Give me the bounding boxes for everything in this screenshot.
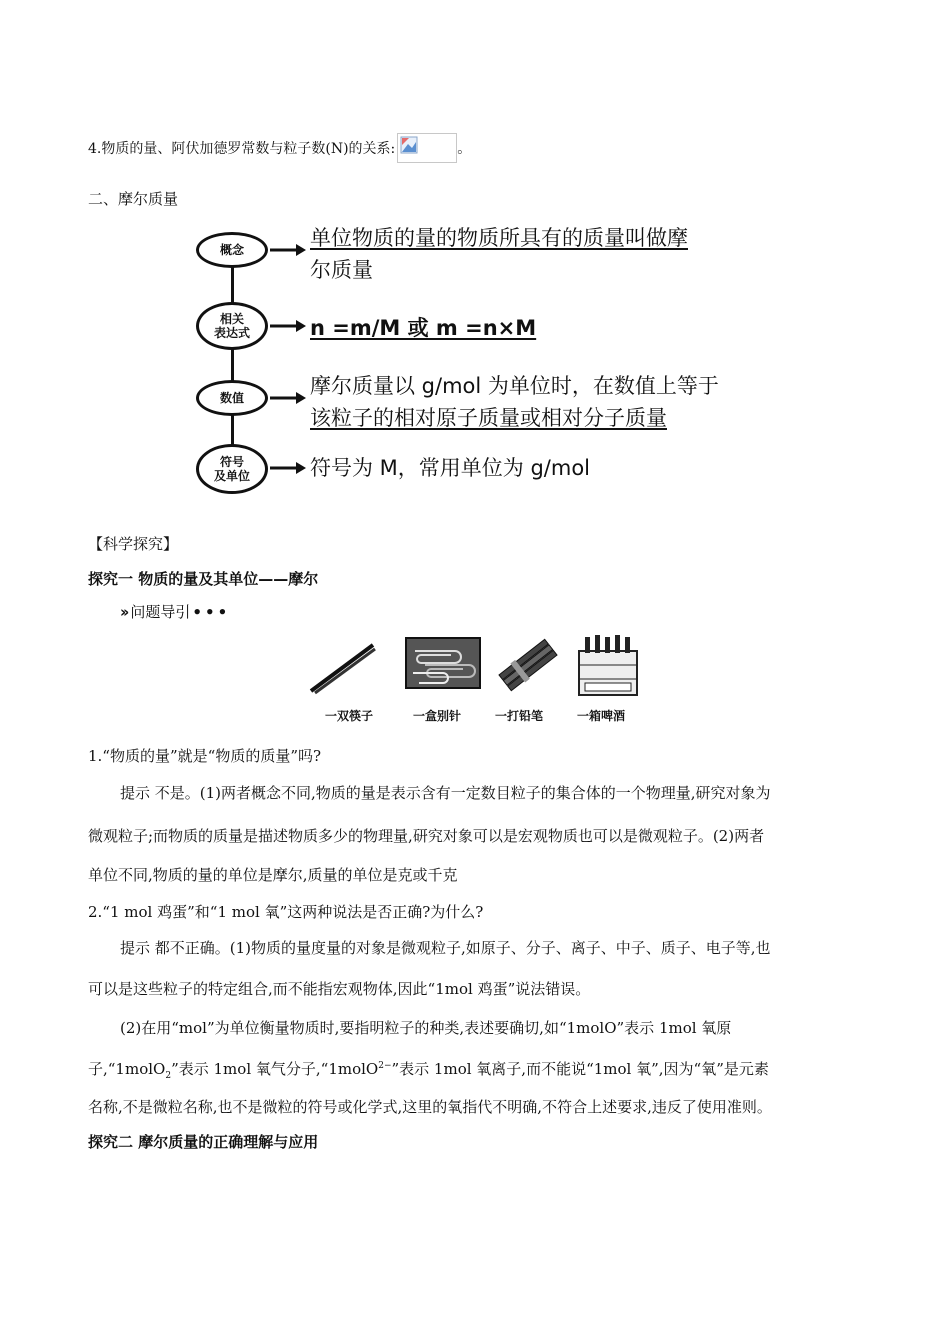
relation-text: 4.物质的量、阿伏加德罗常数与粒子数(N)的关系: bbox=[88, 141, 396, 157]
answer-two-b-line: (2)在用“mol”为单位衡量物质时,要指明粒子的种类,表述要确切,如“1molO”表示 1mol 氧原 bbox=[120, 1019, 732, 1037]
picture-caption: 一盒别针 bbox=[413, 709, 462, 723]
answer-two-line: 可以是这些粒子的特定组合,而不能指宏观物体,因此“1mol 鸡蛋”说法错误。 bbox=[88, 980, 591, 998]
answer-two-line: 提示 都不正确。(1)物质的量度量的对象是微观粒子,如原子、分子、离子、中子、质子、电子等,也 bbox=[120, 939, 771, 957]
example-pictures bbox=[305, 637, 645, 727]
subscript: 2 bbox=[165, 1071, 172, 1081]
answer-one-line: 提示 不是。(1)两者概念不同,物质的量是表示含有一定数目粒子的集合体的一个物理量,研究对象为 bbox=[120, 784, 771, 802]
arrow-icon bbox=[270, 244, 306, 256]
picture-caption: 一双筷子 bbox=[325, 709, 374, 723]
node-label: 相关 bbox=[219, 312, 244, 326]
molar-mass-diagram bbox=[190, 222, 750, 502]
inquiry-one-title: 探究一 物质的量及其单位——摩尔 bbox=[88, 570, 319, 588]
picture-caption: 一打铅笔 bbox=[495, 709, 544, 723]
node-text-line: 尔质量 bbox=[310, 258, 373, 282]
node-label: 表达式 bbox=[213, 326, 250, 340]
text-segment: ”表示 1mol 氧离子,而不能说“1mol 氧”,因为“氧”是元素 bbox=[391, 1060, 769, 1078]
question-guide bbox=[120, 601, 230, 622]
node-label: 数值 bbox=[219, 391, 244, 405]
node-text-symbol: 符号为 M，常用单位为 g/mol bbox=[310, 456, 591, 480]
pencils-icon bbox=[495, 637, 561, 693]
node-expression bbox=[196, 302, 268, 350]
arrow-icon bbox=[270, 320, 306, 332]
node-label: 符号 bbox=[219, 455, 244, 469]
question-two: 2.“1 mol 鸡蛋”和“1 mol 氧”这两种说法是否正确?为什么? bbox=[88, 903, 484, 921]
arrow-icon bbox=[270, 462, 306, 474]
formula-image bbox=[397, 133, 457, 163]
text-segment: 子,“1molO bbox=[88, 1060, 166, 1078]
answer-one-line: 微观粒子;而物质的质量是描述物质多少的物理量,研究对象可以是宏观物质也可以是微观粒子。(2)两者 bbox=[88, 827, 765, 845]
chopsticks-icon bbox=[307, 637, 377, 695]
node-text-concept bbox=[310, 222, 688, 286]
node-concept bbox=[196, 232, 268, 268]
question-one: 1.“物质的量”就是“物质的质量”吗? bbox=[88, 747, 322, 765]
picture-caption: 一箱啤酒 bbox=[577, 709, 626, 723]
guide-label: 问题导引 bbox=[130, 603, 191, 621]
node-text-expression: n =m/M 或 m =n×M bbox=[310, 316, 537, 340]
node-symbol-unit bbox=[196, 444, 268, 494]
relation-end: 。 bbox=[457, 141, 472, 157]
node-label: 及单位 bbox=[213, 469, 250, 483]
chevron-right-icon: ›› bbox=[120, 602, 127, 621]
answer-two-b-line bbox=[88, 1055, 769, 1087]
science-inquiry-heading: 【科学探究】 bbox=[88, 535, 179, 553]
paperclips-icon bbox=[405, 637, 481, 689]
broken-image-icon bbox=[400, 136, 418, 154]
arrow-icon bbox=[270, 392, 306, 404]
dots-icon: ••• bbox=[192, 602, 231, 621]
node-text-value bbox=[310, 370, 719, 434]
node-label: 概念 bbox=[219, 243, 244, 257]
beer-crate-icon bbox=[575, 633, 641, 697]
node-text-line: 单位物质的量的物质所具有的质量叫做摩 bbox=[310, 226, 688, 250]
answer-one-line: 单位不同,物质的量的单位是摩尔,质量的单位是克或千克 bbox=[88, 866, 458, 884]
superscript: 2− bbox=[378, 1061, 392, 1071]
text-segment: ”表示 1mol 氧气分子,“1molO bbox=[171, 1060, 379, 1078]
node-value bbox=[196, 380, 268, 416]
diagram-connector bbox=[231, 252, 234, 457]
node-text-line: 摩尔质量以 g/mol 为单位时，在数值上等于 bbox=[310, 374, 719, 398]
inquiry-two-title: 探究二 摩尔质量的正确理解与应用 bbox=[88, 1133, 319, 1151]
section-title-molar-mass: 二、摩尔质量 bbox=[88, 190, 179, 208]
relation-line bbox=[88, 133, 471, 163]
answer-two-b-line: 名称,不是微粒名称,也不是微粒的符号或化学式,这里的氧指代不明确,不符合上述要求,违反了使用准则。 bbox=[88, 1098, 772, 1116]
node-text-line: 该粒子的相对原子质量或相对分子质量 bbox=[310, 406, 667, 430]
